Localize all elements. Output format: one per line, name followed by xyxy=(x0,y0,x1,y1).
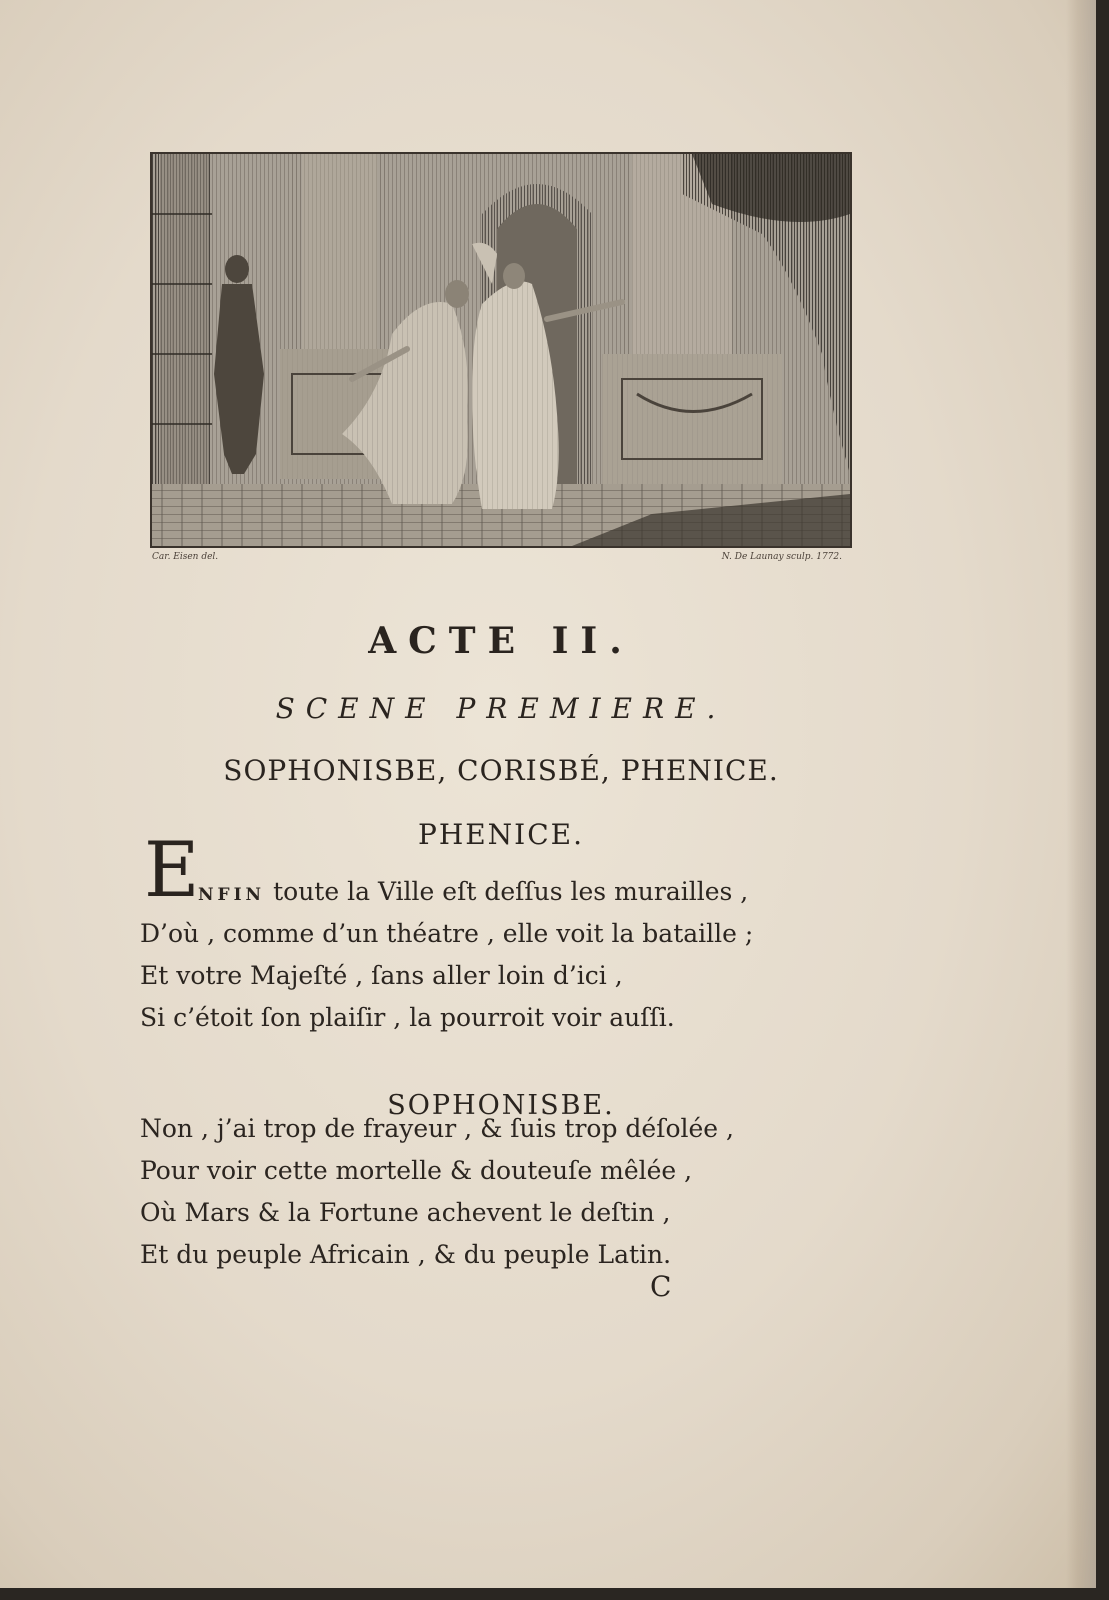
verse-line: Pour voir cette mortelle & douteuſe mêlée , xyxy=(140,1156,693,1185)
verse-line: Et du peuple Africain , & du peuple Latin. xyxy=(140,1240,672,1269)
verse-line: D’où , comme d’un théatre , elle voit la bataille ; xyxy=(140,919,754,948)
speaker-name: SOPHONISBE. xyxy=(387,1090,615,1121)
speaker-name: PHENICE. xyxy=(417,818,585,851)
scene-title: SCENE PREMIERE. xyxy=(275,692,727,725)
drop-cap-letter: E xyxy=(144,825,200,914)
verse-line-spacer xyxy=(140,871,840,913)
verse-line: Non , j’ai trop de frayeur , & ſuis trop déſolée , xyxy=(140,1114,734,1143)
character-list: SOPHONISBE, CORISBÉ, PHENICE. xyxy=(223,754,779,787)
act-title: ACTE II. xyxy=(368,620,634,662)
engraving-credit-right: N. De Launay sculp. 1772. xyxy=(721,552,842,562)
small-caps-word: NFIN xyxy=(198,885,266,905)
first-line-rest: toute la Ville eſt deſſus les murailles , xyxy=(273,877,749,906)
verse-line: Où Mars & la Fortune achevent le deſtin , xyxy=(140,1198,671,1227)
verse-line: Et votre Majeſté , ſans aller loin d’ici , xyxy=(140,961,623,990)
page-edge-shadow xyxy=(1066,0,1096,1588)
engraving-illustration xyxy=(150,152,852,548)
engraving-credit-left: Car. Eisen del. xyxy=(152,552,219,562)
signature-mark: C xyxy=(650,1270,672,1303)
verse-block xyxy=(140,1108,840,1276)
verse-line: Si c’étoit ſon plaiſir , la pourroit voir auſſi. xyxy=(140,1003,675,1032)
verse-block xyxy=(140,871,840,1039)
